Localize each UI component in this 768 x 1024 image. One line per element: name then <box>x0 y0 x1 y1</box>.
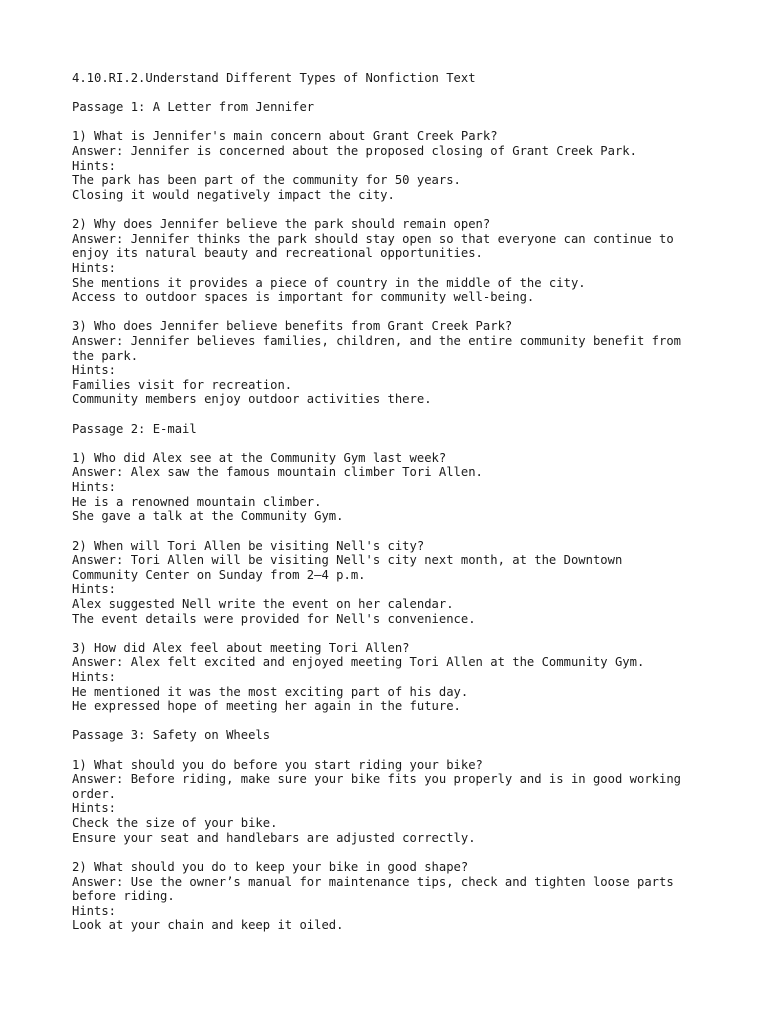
question-block <box>72 539 712 627</box>
passage-heading: Passage 3: Safety on Wheels <box>72 728 271 743</box>
hints-label: Hints: <box>72 480 117 495</box>
answer-text: Answer: Jennifer believes families, children, and the entire community benefit from <box>72 333 682 348</box>
question-block <box>72 129 712 202</box>
hint-text: Ensure your seat and handlebars are adjusted correctly. <box>72 830 476 845</box>
passage-heading: Passage 2: E-mail <box>72 421 197 436</box>
hints-label: Hints: <box>72 669 117 684</box>
hints-label: Hints: <box>72 260 117 275</box>
question-text: 3) Who does Jennifer believe benefits from Grant Creek Park? <box>72 319 513 334</box>
answer-text: Answer: Tori Allen will be visiting Nell's city next month, at the Downtown <box>72 553 623 568</box>
blank-line <box>72 845 712 860</box>
answer-text: Answer: Before riding, make sure your bike fits you properly and is in good working <box>72 772 682 787</box>
hint-text: The event details were provided for Nell's convenience. <box>72 611 476 626</box>
passage-3 <box>72 728 712 933</box>
question-text: 1) What is Jennifer's main concern about Grant Creek Park? <box>72 129 498 144</box>
hint-text: Look at your chain and keep it oiled. <box>72 918 344 933</box>
hint-text: Check the size of your bike. <box>72 816 278 831</box>
blank-line <box>72 305 712 320</box>
question-block <box>72 451 712 524</box>
hint-text: He expressed hope of meeting her again in the future. <box>72 699 461 714</box>
answer-text: Answer: Alex saw the famous mountain climber Tori Allen. <box>72 465 483 480</box>
hint-text: She gave a talk at the Community Gym. <box>72 509 344 524</box>
question-text: 2) Why does Jennifer believe the park should remain open? <box>72 217 491 232</box>
blank-line <box>72 714 712 729</box>
answer-text: Community Center on Sunday from 2–4 p.m. <box>72 567 366 582</box>
answer-text: before riding. <box>72 889 175 904</box>
answer-text: Answer: Jennifer is concerned about the proposed closing of Grant Creek Park. <box>72 144 637 159</box>
question-block <box>72 319 712 407</box>
question-block <box>72 641 712 714</box>
hints-label: Hints: <box>72 363 117 378</box>
question-text: 3) How did Alex feel about meeting Tori Allen? <box>72 640 410 655</box>
passage-2 <box>72 422 712 729</box>
question-block <box>72 860 712 933</box>
hint-text: Closing it would negatively impact the city. <box>72 187 395 202</box>
question-text: 2) When will Tori Allen be visiting Nell's city? <box>72 538 425 553</box>
question-block <box>72 217 712 305</box>
blank-line <box>72 436 712 451</box>
passage-1 <box>72 100 712 421</box>
answer-text: order. <box>72 786 117 801</box>
hint-text: The park has been part of the community for 50 years. <box>72 173 461 188</box>
answer-text: Answer: Alex felt excited and enjoyed meeting Tori Allen at the Community Gym. <box>72 655 645 670</box>
hint-text: He is a renowned mountain climber. <box>72 494 322 509</box>
question-text: 1) What should you do before you start riding your bike? <box>72 757 483 772</box>
blank-line <box>72 626 712 641</box>
answer-text: Answer: Use the owner’s manual for maintenance tips, check and tighten loose parts <box>72 874 674 889</box>
blank-line <box>72 86 712 101</box>
blank-line <box>72 202 712 217</box>
answer-text: enjoy its natural beauty and recreational opportunities. <box>72 246 483 261</box>
blank-line <box>72 743 712 758</box>
hints-label: Hints: <box>72 158 117 173</box>
document-page <box>72 71 712 933</box>
blank-line <box>72 407 712 422</box>
hints-label: Hints: <box>72 903 117 918</box>
hints-label: Hints: <box>72 582 117 597</box>
answer-text: the park. <box>72 348 139 363</box>
question-text: 2) What should you do to keep your bike in good shape? <box>72 859 469 874</box>
answer-text: Answer: Jennifer thinks the park should stay open so that everyone can continue to <box>72 231 674 246</box>
hint-text: Families visit for recreation. <box>72 377 293 392</box>
hint-text: She mentions it provides a piece of country in the middle of the city. <box>72 275 586 290</box>
document-title: 4.10.RI.2.Understand Different Types of Nonfiction Text <box>72 71 476 85</box>
hints-label: Hints: <box>72 801 117 816</box>
blank-line <box>72 524 712 539</box>
blank-line <box>72 115 712 130</box>
hint-text: Access to outdoor spaces is important for community well-being. <box>72 290 535 305</box>
passage-heading: Passage 1: A Letter from Jennifer <box>72 100 315 115</box>
question-text: 1) Who did Alex see at the Community Gym last week? <box>72 450 447 465</box>
hint-text: He mentioned it was the most exciting part of his day. <box>72 684 469 699</box>
hint-text: Community members enjoy outdoor activities there. <box>72 392 432 407</box>
question-block <box>72 758 712 846</box>
hint-text: Alex suggested Nell write the event on her calendar. <box>72 596 454 611</box>
